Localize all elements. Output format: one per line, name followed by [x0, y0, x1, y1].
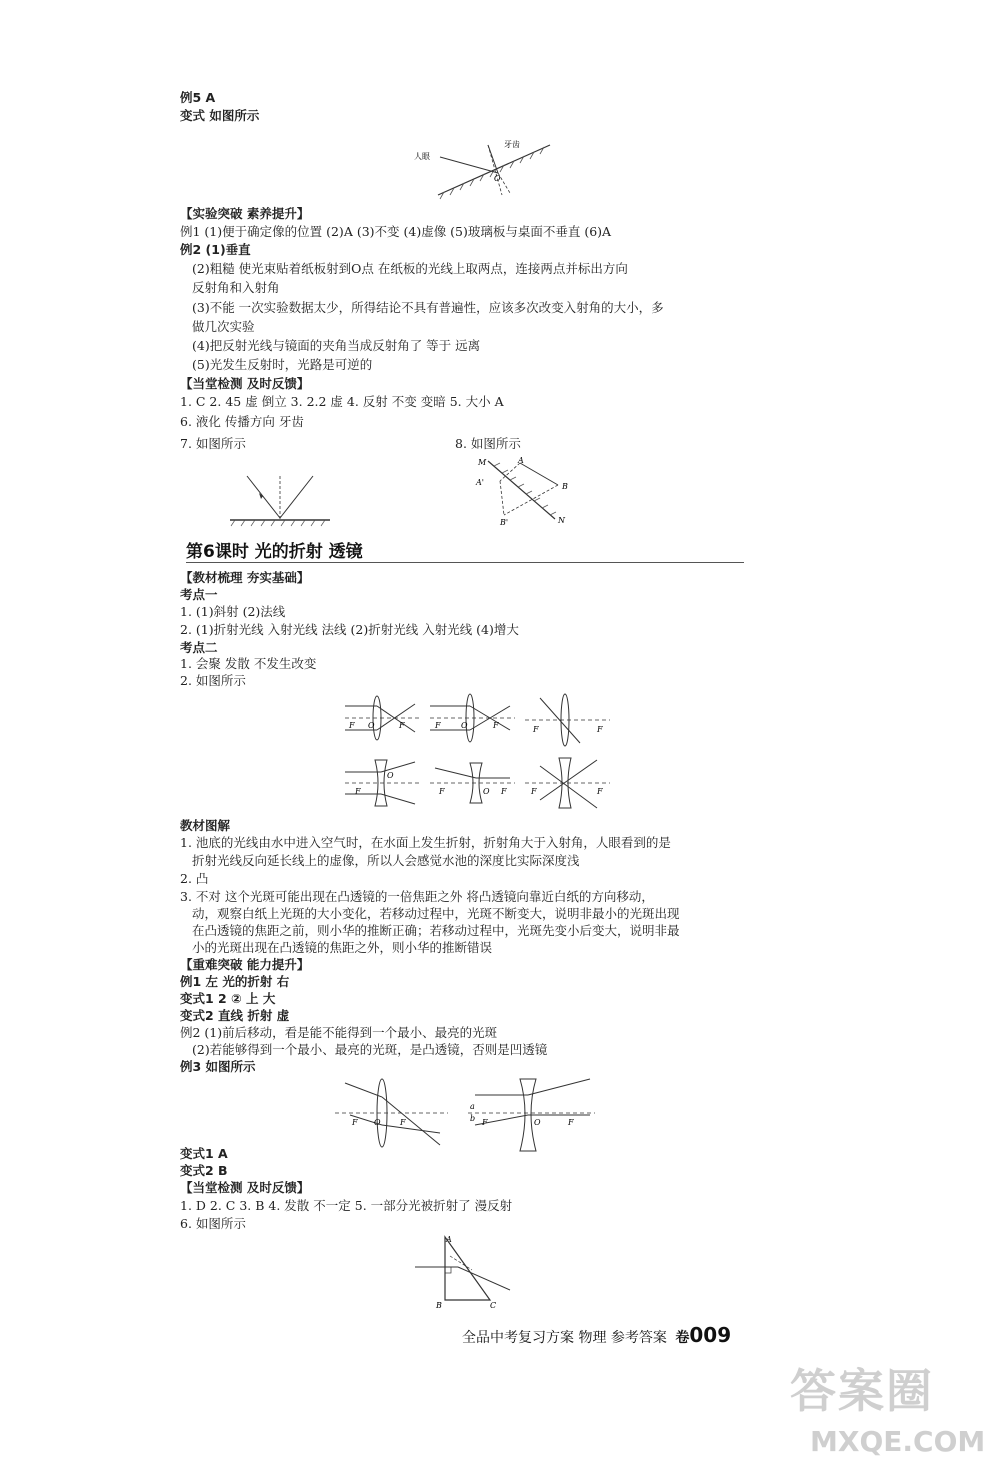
- prism-refraction-figure: [410, 1232, 520, 1312]
- check2-line: 6. 如图所示: [180, 1216, 246, 1231]
- exp-line: 例1 (1)便于确定像的位置 (2)A (3)不变 (4)虚像 (5)玻璃板与桌面不垂直 (6)A: [180, 224, 612, 239]
- basics-line: 1. (1)斜射 (2)法线: [180, 604, 286, 619]
- section-rule: [186, 562, 744, 563]
- experiment-heading: 【实验突破 素养提升】: [180, 206, 310, 221]
- hard-line: 变式2 直线 折射 虚: [180, 1008, 290, 1023]
- exp-line: 做几次实验: [192, 319, 255, 334]
- o-label: O: [534, 1118, 541, 1127]
- point-a-prime-label: A': [476, 478, 484, 487]
- vertex-c-label: C: [490, 1301, 497, 1310]
- hard-line: (2)若能够得到一个最小、最亮的光斑，是凸透镜，否则是凹透镜: [192, 1042, 548, 1057]
- tujie-line: 2. 凸: [180, 871, 209, 886]
- check-line: 7. 如图所示: [180, 436, 246, 451]
- ex5-answer: 例5 A: [180, 90, 216, 105]
- q8-label: 8. 如图所示: [455, 436, 521, 451]
- exp-line: (4)把反射光线与镜面的夹角当成反射角了 等于 远离: [192, 338, 481, 353]
- point-m-label: M: [478, 458, 487, 467]
- watermark-site: MXQE.COM: [810, 1425, 986, 1458]
- f-label: F: [597, 787, 603, 796]
- basics-line: 考点二: [180, 640, 218, 655]
- tujie-line: 在凸透镜的焦距之前，则小华的推断正确；若移动过程中，光斑先变小后变大，说明非最: [192, 923, 680, 938]
- o-label: O: [461, 721, 468, 730]
- f-label: F: [493, 721, 499, 730]
- f-label: F: [352, 1118, 358, 1127]
- tujie-line: 3. 不对 这个光斑可能出现在凸透镜的一倍焦距之外 将凸透镜向靠近白纸的方向移动，: [180, 889, 654, 904]
- vertex-a-label: A: [446, 1235, 452, 1244]
- f-label: F: [568, 1118, 574, 1127]
- f-label: F: [531, 787, 537, 796]
- hard-line: 例1 左 光的折射 右: [180, 974, 290, 989]
- plane-mirror-image-figure: [470, 455, 580, 530]
- exp-line: (2)粗糙 使光束贴着纸板射到O点 在纸板的光线上取两点，连接两点并标出方向: [192, 261, 628, 276]
- example3-lens-figure: [330, 1075, 600, 1160]
- tujie-line: 小的光斑出现在凸透镜的焦距之外，则小华的推断错误: [192, 940, 493, 955]
- hard-line: 例3 如图所示: [180, 1059, 256, 1074]
- hard-line: 例2 (1)前后移动，看是能不能得到一个最小、最亮的光斑: [180, 1025, 498, 1040]
- check-line: 6. 液化 传播方向 牙齿: [180, 414, 304, 429]
- watermark-main: 答案圈: [790, 1364, 934, 1418]
- f-label: F: [400, 1118, 406, 1127]
- footer-title: 全品中考复习方案 物理 参考答案: [462, 1330, 667, 1346]
- hard-line: 变式1 2 ② 上 大: [180, 991, 276, 1006]
- o-label: O: [387, 771, 394, 780]
- check2-line: 1. D 2. C 3. B 4. 发散 不一定 5. 一部分光被折射了 漫反射: [180, 1198, 513, 1213]
- exp-line: 反射角和入射角: [192, 280, 280, 295]
- check-line: 1. C 2. 45 虚 倒立 3. 2.2 虚 4. 反射 不变 变暗 5. 大小 A: [180, 394, 504, 409]
- hard-line: 变式2 B: [180, 1163, 228, 1178]
- basics-line: 2. 如图所示: [180, 673, 246, 688]
- vertex-b-label: B: [436, 1301, 442, 1310]
- hard-line: 变式1 A: [180, 1146, 228, 1161]
- exp-line: (3)不能 一次实验数据太少，所得结论不具有普遍性，应该多次改变入射角的大小，多: [192, 300, 664, 315]
- o-label: O: [483, 787, 490, 796]
- f-label: F: [533, 725, 539, 734]
- tujie-line: 折射光线反向延长线上的虚像，所以人会感觉水池的深度比实际深度浅: [192, 853, 580, 868]
- f-label: F: [482, 1118, 488, 1127]
- f-label: F: [439, 787, 445, 796]
- reflection-normal-figure: [225, 468, 335, 528]
- point-b-label: B: [562, 482, 568, 491]
- o-label: O: [374, 1118, 381, 1127]
- page-number: 009: [689, 1323, 732, 1347]
- juan-label: 卷: [675, 1330, 690, 1346]
- hard-heading: 【重难突破 能力提升】: [180, 957, 310, 972]
- point-n-label: N: [558, 516, 565, 525]
- tujie-line: 动，观察白纸上光斑的大小变化，若移动过程中，光斑不断变大，说明非最小的光斑出现: [192, 906, 680, 921]
- point-a-label: A: [518, 456, 524, 465]
- eye-label: 人眼: [414, 152, 430, 161]
- lens-ray-diagrams: [335, 688, 615, 813]
- mirror-reflection-figure: [410, 135, 560, 205]
- ray-a-label: a: [470, 1102, 475, 1111]
- check-heading: 【当堂检测 及时反馈】: [180, 376, 310, 391]
- basics-line: 2. (1)折射光线 入射光线 法线 (2)折射光线 入射光线 (4)增大: [180, 622, 519, 637]
- exp-line: (5)光发生反射时，光路是可逆的: [192, 357, 373, 372]
- point-b-prime-label: B': [500, 518, 509, 527]
- ray-b-label: b: [470, 1114, 476, 1123]
- tujie-heading: 教材图解: [180, 818, 231, 833]
- page-footer: [462, 1323, 731, 1347]
- f-label: F: [435, 721, 441, 730]
- tooth-label: 牙齿: [504, 140, 520, 149]
- section-title: 第6课时 光的折射 透镜: [186, 542, 363, 562]
- f-label: F: [349, 721, 355, 730]
- watermark: [790, 1355, 990, 1465]
- tujie-line: 1. 池底的光线由水中进入空气时，在水面上发生折射，折射角大于入射角，人眼看到的是: [180, 835, 671, 850]
- f-label: F: [399, 721, 405, 730]
- basics-line: 考点一: [180, 587, 218, 602]
- variant-answer: 变式 如图所示: [180, 108, 260, 123]
- basics-heading: 【教材梳理 夯实基础】: [180, 570, 310, 585]
- basics-line: 1. 会聚 发散 不发生改变: [180, 656, 317, 671]
- o-label: O: [368, 721, 375, 730]
- check2-heading: 【当堂检测 及时反馈】: [180, 1180, 310, 1195]
- f-label: F: [501, 787, 507, 796]
- point-o-label: O: [494, 174, 501, 183]
- f-label: F: [597, 725, 603, 734]
- exp-line: 例2 (1)垂直: [180, 242, 251, 257]
- f-label: F: [355, 787, 361, 796]
